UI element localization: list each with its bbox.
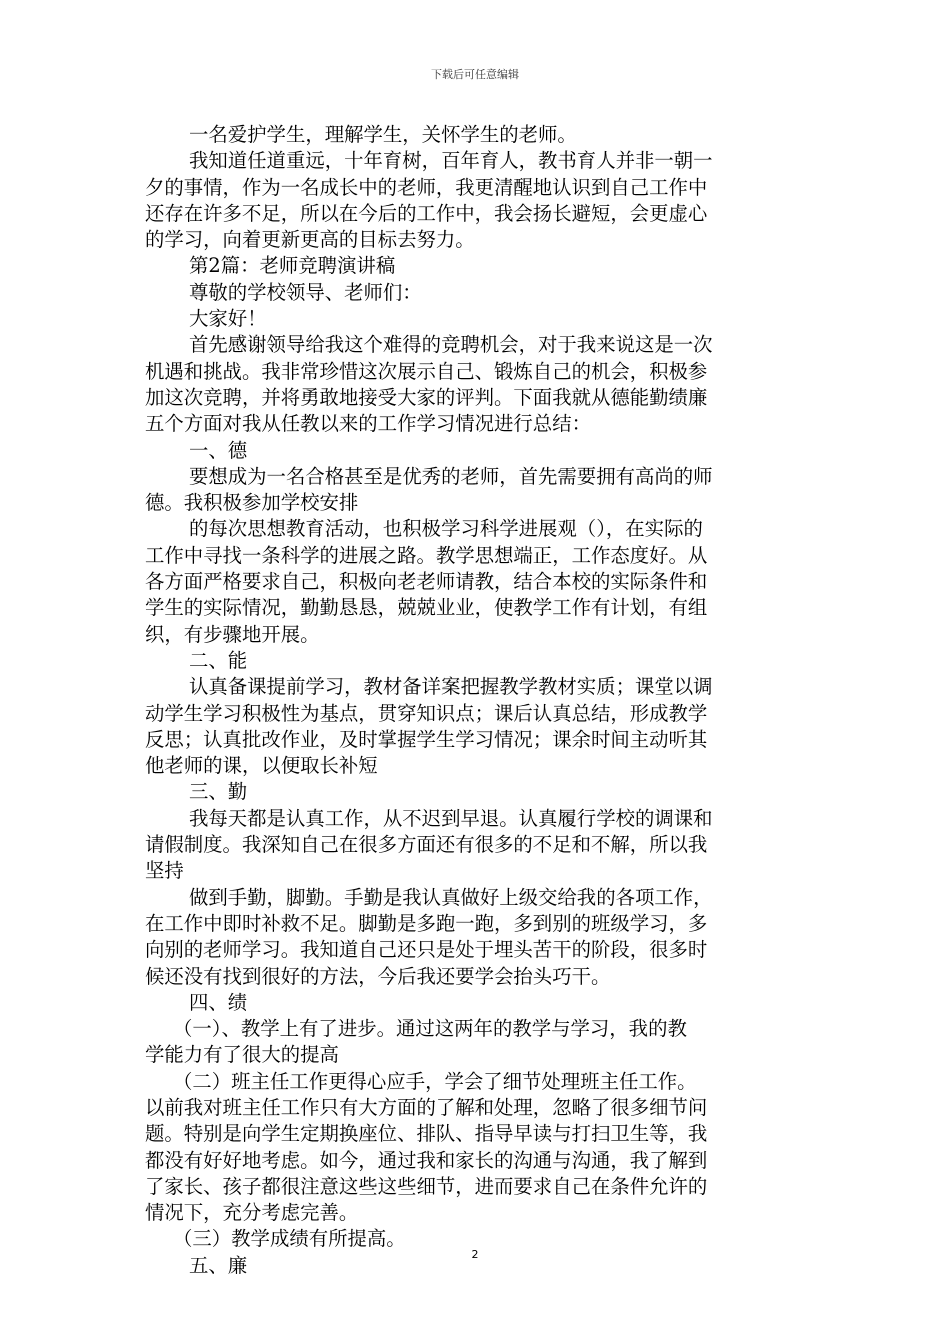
text-line: 五、廉 — [189, 1253, 248, 1277]
text-line: 夕的事情，作为一名成长中的老师，我更清醒地认识到自己工作中 — [145, 175, 708, 199]
document-body — [145, 122, 805, 1279]
text-line: 学生的实际情况，勤勤恳恳，兢兢业业，使教学工作有计划，有组 — [145, 596, 708, 620]
text-line: 工作中寻找一条科学的进展之路。教学思想端正，工作态度好。从 — [145, 543, 708, 567]
text-line: （三）教学成绩有所提高。 — [173, 1227, 406, 1251]
text-line: 三、勤 — [189, 780, 248, 804]
text-line: 坚持 — [145, 859, 184, 883]
text-line: 要想成为一名合格甚至是优秀的老师，首先需要拥有高尚的师 — [189, 464, 713, 488]
text-line: 认真备课提前学习，教材备详案把握教学教材实质；课堂以调 — [189, 675, 713, 699]
text-line: 我知道任道重远，十年育树，百年育人，教书育人并非一朝一 — [189, 149, 713, 173]
text-line: 四、绩 — [189, 990, 248, 1014]
text-line: 了家长、孩子都很注意这些这些细节，进而要求自己在条件允许的 — [145, 1174, 708, 1198]
text-line: 二、能 — [189, 648, 248, 672]
text-line: 的每次思想教育活动，也积极学习科学进展观（），在实际的 — [189, 517, 703, 541]
text-line: 加这次竞聘，并将勇敢地接受大家的评判。下面我就从德能勤绩廉 — [145, 385, 708, 409]
text-line: 向别的老师学习。我知道自己还只是处于埋头苦干的阶段，很多时 — [145, 938, 708, 962]
text-line: 大家好！ — [189, 307, 267, 331]
page-number: 2 — [471, 1248, 479, 1261]
text-line: 情况下，充分考虑完善。 — [145, 1201, 359, 1225]
text-line: 在工作中即时补救不足。脚勤是多跑一跑，多到别的班级学习，多 — [145, 911, 708, 935]
text-line: 尊敬的学校领导、老师们： — [189, 280, 422, 304]
text-line: （二）班主任工作更得心应手，学会了细节处理班主任工作。 — [173, 1069, 697, 1093]
text-line: 的学习，向着更新更高的目标去努力。 — [145, 228, 475, 252]
text-line: 德。我积极参加学校安排 — [145, 491, 359, 515]
text-line: 首先感谢领导给我这个难得的竞聘机会，对于我来说这是一次 — [189, 333, 713, 357]
text-line: 机遇和挑战。我非常珍惜这次展示自己、锻炼自己的机会，积极参 — [145, 359, 708, 383]
text-line: 一、德 — [189, 438, 248, 462]
text-line: 各方面严格要求自己，积极向老老师请教，结合本校的实际条件和 — [145, 570, 708, 594]
page-header: 下载后可任意编辑 — [431, 68, 519, 81]
text-line: 题。特别是向学生定期换座位、排队、指导早读与打扫卫生等，我 — [145, 1122, 708, 1146]
text-line: 织，有步骤地开展。 — [145, 622, 320, 646]
text-line: 他老师的课，以便取长补短 — [145, 754, 378, 778]
text-line: 以前我对班主任工作只有大方面的了解和处理，忽略了很多细节问 — [145, 1095, 708, 1119]
text-line: 一名爱护学生，理解学生，关怀学生的老师。 — [189, 123, 577, 146]
text-line: （一）、教学上有了进步。通过这两年的教学与学习，我的教 — [173, 1017, 687, 1041]
text-line: 五个方面对我从任教以来的工作学习情况进行总结： — [145, 412, 591, 436]
text-line: 第2篇：老师竞聘演讲稿 — [189, 254, 396, 278]
text-line: 候还没有找到很好的方法，今后我还要学会抬头巧干。 — [145, 964, 611, 988]
text-line: 我每天都是认真工作，从不迟到早退。认真履行学校的调课和 — [189, 806, 713, 830]
text-line: 反思；认真批改作业，及时掌握学生学习情况；课余时间主动听其 — [145, 727, 708, 751]
text-line: 还存在许多不足，所以在今后的工作中，我会扬长避短，会更虚心 — [145, 201, 708, 225]
text-line: 动学生学习积极性为基点，贯穿知识点；课后认真总结，形成教学 — [145, 701, 708, 725]
text-line: 都没有好好地考虑。如今，通过我和家长的沟通与沟通，我了解到 — [145, 1148, 708, 1172]
text-line: 学能力有了很大的提高 — [145, 1043, 339, 1067]
text-line: 做到手勤，脚勤。手勤是我认真做好上级交给我的各项工作， — [189, 885, 713, 909]
text-line: 请假制度。我深知自己在很多方面还有很多的不足和不解，所以我 — [145, 833, 708, 857]
